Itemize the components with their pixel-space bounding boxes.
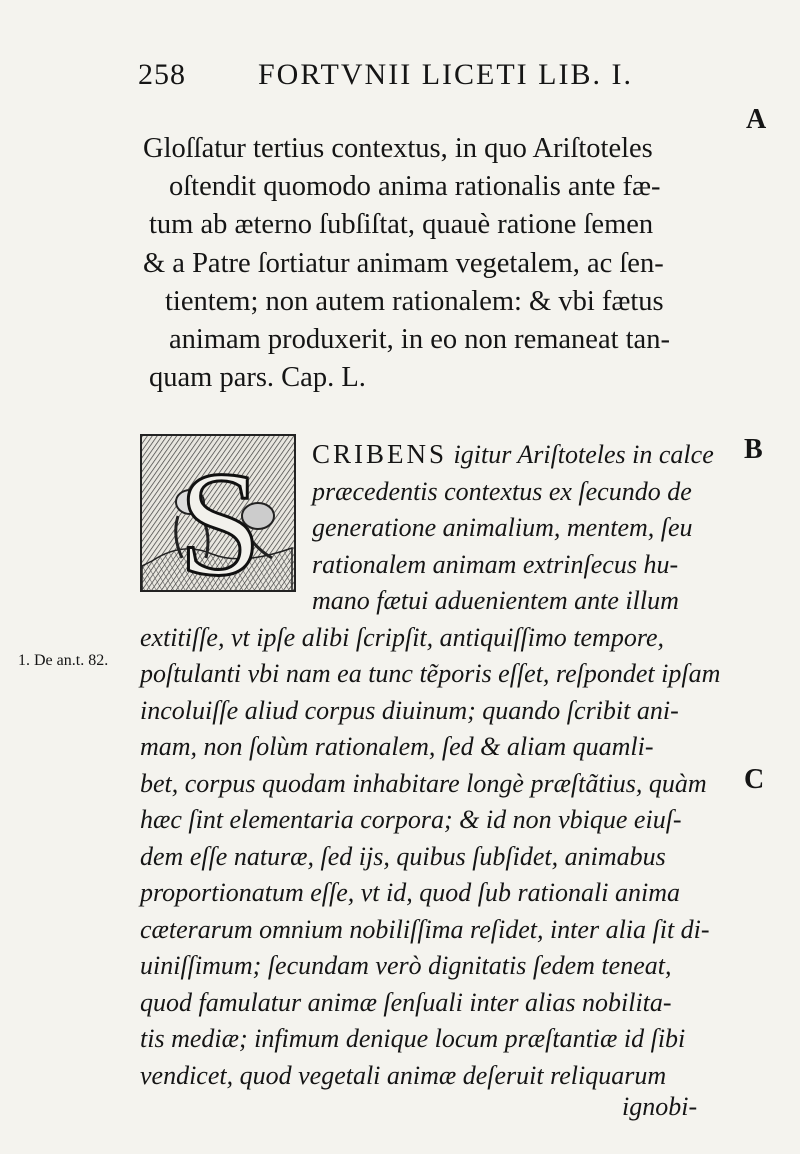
show-through [300, 100, 306, 127]
heading-line: animam produxerit, in eo non remaneat tan- [169, 324, 670, 356]
chapter-heading [143, 130, 733, 397]
body-text [140, 436, 740, 1094]
margin-letter-b: B [744, 434, 763, 465]
body-line: rationalem animam extrinſecus hu- [312, 549, 679, 579]
body-line: CRIBENS igitur Ariſtoteles in calce [312, 439, 714, 469]
page-number: 258 [138, 58, 186, 91]
running-title: FORTVNII LICETI LIB. I. [258, 58, 633, 91]
body-line: cæterarum omnium nobiliſſima reſidet, inter alia ſit di- [140, 914, 710, 944]
body-line: incoluiſſe aliud corpus diuinum; quando ſcribit ani- [140, 695, 679, 725]
body-line: tis mediæ; infimum denique locum præſtantiæ id ſibi [140, 1024, 686, 1053]
margin-note: 1. De an.t. 82. [18, 652, 109, 669]
body-line: præcedentis contextus ex ſecundo de [312, 476, 692, 506]
body-line: bet, corpus quodam inhabitare longè præſtãtius, quàm [140, 768, 707, 798]
body-line: mam, non ſolùm rationalem, ſed & aliam quamli- [140, 732, 654, 761]
heading-line: Gloſſatur tertius contextus, in quo Ariſtoteles [143, 133, 653, 164]
heading-line: quam pars. Cap. L. [149, 362, 366, 394]
catchword: ignobi- [622, 1092, 698, 1121]
body-line: generatione animalium, mentem, ſeu [312, 513, 693, 542]
body-line: mano fætui aduenientem ante illum [312, 586, 679, 615]
initial-letter: S [178, 441, 262, 594]
body-line: poſtulanti vbi nam ea tunc tẽporis eſſet, reſpondet ipſam [140, 659, 721, 688]
heading-line: oſtendit quomodo anima rationalis ante fæ- [169, 171, 661, 203]
body-line: vendicet, quod vegetali animæ deſeruit reliquarum [140, 1060, 667, 1090]
body-line: dem eſſe naturæ, ſed ijs, quibus ſubſidet, animabus [140, 841, 666, 871]
first-word: CRIBENS [312, 439, 448, 469]
body-line: proportionatum eſſe, vt id, quod ſub rationali anima [140, 878, 680, 907]
body-line: uiniſſimum; ſecundam verò dignitatis ſedem teneat, [140, 951, 672, 980]
heading-line: tientem; non autem rationalem: & vbi fætus [165, 285, 664, 317]
margin-letter-a: A [746, 104, 767, 135]
heading-line: & a Patre ſortiatur animam vegetalem, ac ſen- [143, 247, 664, 279]
heading-line: tum ab æterno ſubſiſtat, quauè ratione ſemen [149, 209, 654, 241]
margin-letter-c: C [744, 764, 765, 795]
body-line: hæc ſint elementaria corpora; & id non vbique eiuſ- [140, 805, 682, 834]
body-line: extitiſſe, vt ipſe alibi ſcripſit, antiquiſſimo tempore, [140, 622, 665, 652]
running-header [138, 52, 698, 96]
body-line: quod famulatur animæ ſenſuali inter alias nobilita- [140, 987, 672, 1017]
